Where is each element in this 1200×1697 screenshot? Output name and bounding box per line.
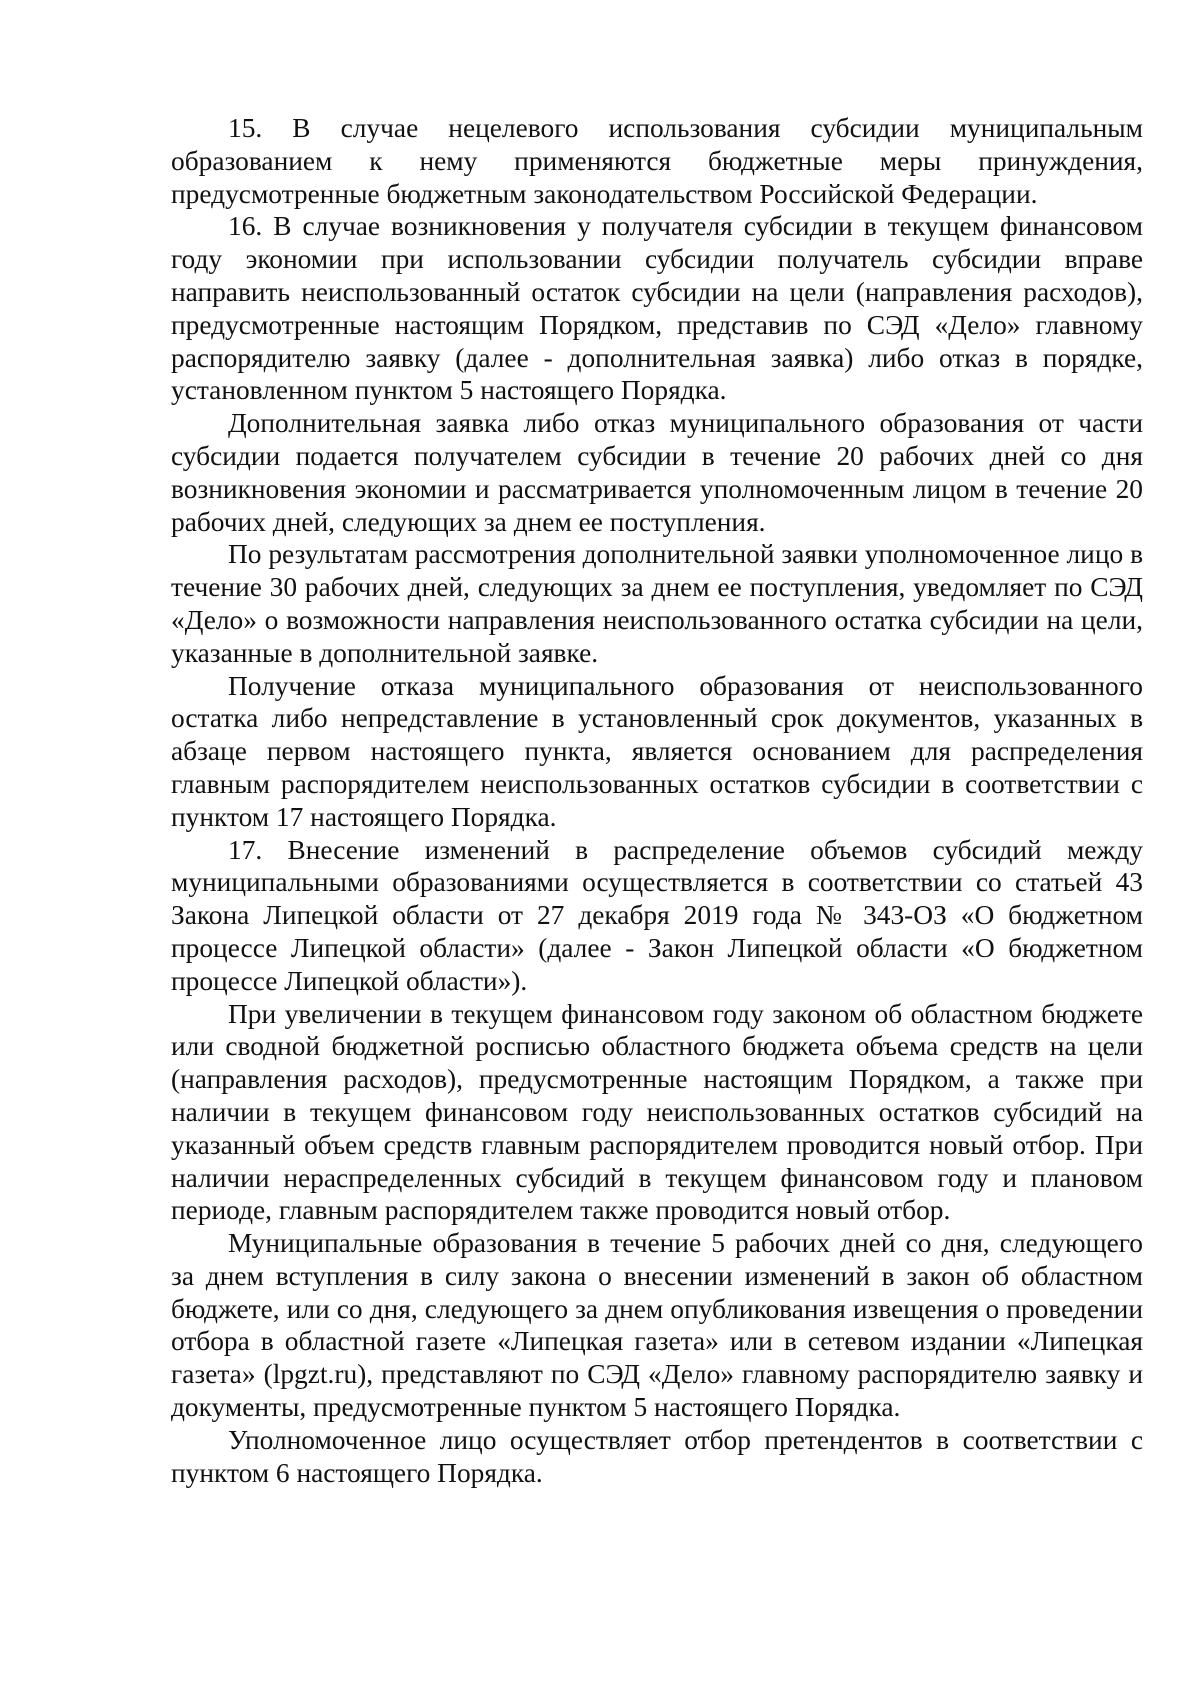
document-page [171,112,1143,1489]
paragraph-16-additional-request: Дополнительная заявка либо отказ муниципального образования от части субсидии подается получателем субсидии в течение 20 рабочих дней со дня возникновения экономии и рассматривается уполномоченным лицом в течение 20 рабочих дней, следующих за днем ее поступления. [171,408,1143,537]
paragraph-17: 17. Внесение изменений в распределение объемов субсидий между муниципальными образованиями осуществляется в соответствии со статьей 43 Закона Липецкой области от 27 декабря 2019 года № 343-ОЗ «О бюджетном процессе Липецкой области» (далее - Закон Липецкой области «О бюджетном процессе Липецкой области»). [171,834,1143,996]
paragraph-17-municipal-submission: Муниципальные образования в течение 5 рабочих дней со дня, следующего за днем вступления в силу закона о внесении изменений в закон об областном бюджете, или со дня, следующего за днем опубликования извещения о проведении отбора в областной газете «Липецкая газета» или в сетевом издании «Липецкая газета» (lpgzt.ru), представляют по СЭД «Дело» главному распорядителю заявку и документы, предусмотренные пунктом 5 настоящего Порядка. [171,1228,1143,1423]
paragraph-16-refusal: Получение отказа муниципального образования от неиспользованного остатка либо непредставление в установленный срок документов, указанных в абзаце первом настоящего пункта, является основанием для распределения главным распорядителем неиспользованных остатков субсидии в соответствии с пунктом 17 настоящего Порядка. [171,670,1143,832]
paragraph-17-increase: При увеличении в текущем финансовом году законом об областном бюджете или сводной бюджетной росписью областного бюджета объема средств на цели (направления расходов), предусмотренные настоящим Порядком, а также при наличии в текущем финансовом году неиспользованных остатков субсидий на указанный объем средств главным распорядителем проводится новый отбор. При наличии нераспределенных субсидий в текущем финансовом году и плановом периоде, главным распорядителем также проводится новый отбор. [171,998,1143,1226]
paragraph-16-review-results: По результатам рассмотрения дополнительной заявки уполномоченное лицо в течение 30 рабочих дней, следующих за днем ее поступления, уведомляет по СЭД «Дело» о возможности направления неиспользованного остатка субсидии на цели, указанные в дополнительной заявке. [171,539,1143,668]
paragraph-16: 16. В случае возникновения у получателя субсидии в текущем финансовом году экономии при использовании субсидии получатель субсидии вправе направить неиспользованный остаток субсидии на цели (направления расходов), предусмотренные настоящим Порядком, представив по СЭД «Дело» главному распорядителю заявку (далее - дополнительная заявка) либо отказ в порядке, установленном пунктом 5 настоящего Порядка. [171,211,1143,406]
paragraph-15: 15. В случае нецелевого использования субсидии муниципальным образованием к нему применяются бюджетные меры принуждения, предусмотренные бюджетным законодательством Российской Федерации. [171,113,1143,209]
paragraph-17-selection: Уполномоченное лицо осуществляет отбор претендентов в соответствии с пунктом 6 настоящего Порядка. [171,1424,1143,1488]
